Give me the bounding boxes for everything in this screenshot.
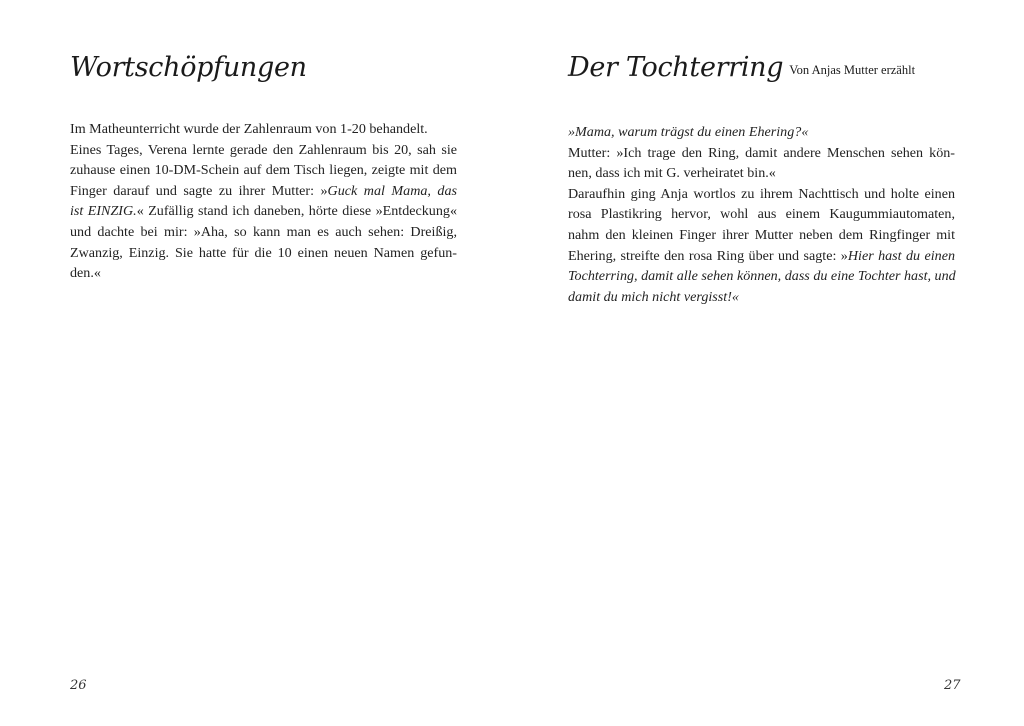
text-run: Mutter: »Ich trage den Ring, damit andere Menschen sehen kön- xyxy=(568,144,955,161)
text-run: « Zufällig stand ich daneben, hörte diese »Entdeckung« xyxy=(136,203,457,220)
text-line xyxy=(70,140,457,161)
italic-text-run: Hier hast du einen xyxy=(847,247,955,264)
text-run: zuhause einen 10-DM-Schein auf dem Tisch liegen, zeigte mit dem xyxy=(70,162,457,179)
text-line xyxy=(568,163,955,184)
italic-text-run: Tochterring, damit alle sehen können, dass du eine Tochter hast, und xyxy=(568,268,956,285)
text-line xyxy=(70,243,457,264)
text-line xyxy=(70,263,457,284)
text-line xyxy=(568,246,955,267)
text-run: nen, dass ich mit G. verheiratet bin.« xyxy=(568,165,776,182)
text-line xyxy=(70,222,457,243)
text-run: Finger darauf und sagte zu ihrer Mutter: » xyxy=(70,182,328,199)
text-line xyxy=(568,122,955,143)
italic-text-run: damit du mich nicht vergisst!« xyxy=(568,288,739,305)
text-run: und dachte bei mir: »Aha, so kann man es auch sehen: Dreißig, xyxy=(70,223,457,240)
text-line xyxy=(568,184,955,205)
italic-text-run: ist EINZIG. xyxy=(70,203,137,220)
text-line xyxy=(70,181,457,202)
right-page-body-text xyxy=(568,122,955,307)
italic-text-run: »Mama, warum trägst du einen Ehering?« xyxy=(568,124,809,140)
text-run: Zwanzig, Einzig. Sie hatte für die 10 einen neuen Namen gefun- xyxy=(70,244,457,261)
text-line xyxy=(70,160,457,181)
left-page-number: 26 xyxy=(70,678,87,693)
right-page-heading xyxy=(568,52,915,83)
text-line xyxy=(70,119,457,140)
right-page-number: 27 xyxy=(944,678,961,693)
text-line xyxy=(568,266,955,287)
text-run: nahm den kleinen Finger ihrer Mutter neben dem Ringfinger mit xyxy=(568,226,955,243)
right-page-subtitle: Von Anjas Mutter erzählt xyxy=(789,63,916,77)
text-run: Ehering, streifte den rosa Ring über und sagte: » xyxy=(568,247,848,264)
text-line xyxy=(568,225,955,246)
text-run: den.« xyxy=(70,265,101,282)
text-run: rosa Plastikring hervor, wohl aus einem Kaugummiautomaten, xyxy=(568,206,955,223)
text-run: Eines Tages, Verena lernte gerade den Zahlenraum bis 20, sah sie xyxy=(70,141,457,158)
text-run: Im Matheunterricht wurde der Zahlenraum von 1-20 behandelt. xyxy=(70,121,428,137)
left-page-body-text xyxy=(70,119,457,284)
right-page xyxy=(512,0,1024,726)
text-line xyxy=(568,204,955,225)
text-line xyxy=(568,287,955,308)
italic-text-run: Guck mal Mama, das xyxy=(327,182,458,199)
right-page-title: Der Tochterring xyxy=(568,52,784,83)
text-run: Daraufhin ging Anja wortlos zu ihrem Nachttisch und holte einen xyxy=(568,185,955,202)
text-line xyxy=(568,143,955,164)
left-page-heading: Wortschöpfungen xyxy=(70,52,307,83)
text-line xyxy=(70,201,457,222)
